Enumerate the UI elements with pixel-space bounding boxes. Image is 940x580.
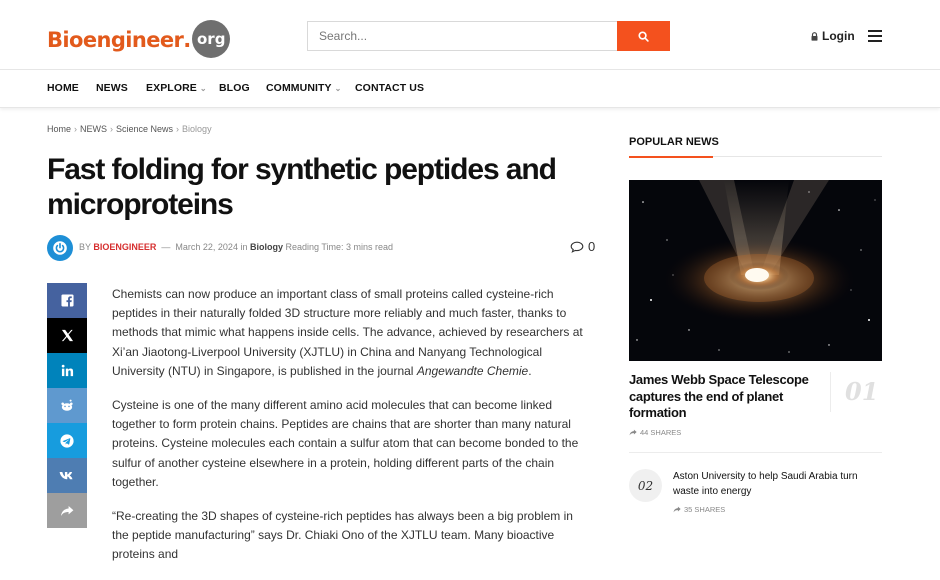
chevron-down-icon: ⌄: [199, 84, 207, 93]
nav-item-news[interactable]: NEWS: [96, 82, 128, 94]
search-input[interactable]: [307, 21, 617, 51]
nebula-image: [629, 180, 882, 361]
breadcrumb-biology[interactable]: Biology: [182, 124, 212, 134]
author-avatar[interactable]: [47, 235, 73, 261]
nav-item-community[interactable]: COMMUNITY ⌄: [266, 82, 342, 94]
breadcrumb-news[interactable]: NEWS: [80, 124, 108, 134]
search-form: [307, 21, 670, 51]
vk-icon: [59, 471, 75, 481]
featured-news-shares: 44 SHARES: [629, 428, 681, 437]
share-icon: [673, 506, 681, 513]
telegram-icon: [60, 434, 74, 448]
share-linkedin-button[interactable]: [47, 353, 87, 388]
share-more-button[interactable]: [47, 493, 87, 528]
nav-item-blog[interactable]: BLOG: [219, 82, 250, 94]
lock-icon: [811, 32, 818, 41]
search-icon: [638, 31, 649, 42]
article-meta: [79, 242, 393, 252]
news-rank-badge: 02: [629, 469, 662, 502]
chevron-down-icon: ⌄: [334, 84, 342, 93]
breadcrumb: Home › NEWS › Science News › Biology: [47, 124, 212, 134]
share-icon: [629, 429, 637, 436]
comment-icon: [570, 241, 584, 253]
heading-accent: [629, 156, 713, 158]
in-label: in: [240, 242, 248, 252]
author-link[interactable]: BIOENGINEER: [93, 242, 157, 252]
comment-count: 0: [588, 239, 596, 254]
menu-icon[interactable]: [868, 30, 882, 42]
popular-news-heading: POPULAR NEWS: [629, 136, 719, 148]
logo-text: Bioengineer: [47, 28, 184, 52]
article-title: Fast folding for synthetic peptides and microproteins: [47, 153, 556, 221]
main-nav: [0, 70, 940, 108]
article-date: March 22, 2024: [175, 242, 238, 252]
share-x-button[interactable]: [47, 318, 87, 353]
nav-item-home[interactable]: HOME: [47, 82, 79, 94]
share-telegram-button[interactable]: [47, 423, 87, 458]
share-facebook-button[interactable]: [47, 283, 87, 318]
comments-link[interactable]: [570, 239, 595, 254]
meta-dash: —: [161, 242, 171, 252]
article-body: [112, 285, 588, 580]
popular-news-item-shares: 35 SHARES: [673, 505, 725, 514]
by-label: BY: [79, 242, 91, 252]
featured-news-title[interactable]: James Webb Space Telescope captures the end of planet formation: [629, 372, 809, 420]
item-divider: [629, 452, 882, 453]
breadcrumb-home[interactable]: Home: [47, 124, 72, 134]
featured-news-rank: 01: [830, 372, 882, 412]
share-reddit-button[interactable]: [47, 388, 87, 423]
site-header: [0, 0, 940, 70]
facebook-icon: [61, 294, 74, 307]
logo-dot: .: [183, 28, 192, 52]
login-label: Login: [822, 29, 855, 43]
logo-badge: org: [192, 20, 230, 58]
popular-news-item-title[interactable]: Aston University to help Saudi Arabia turn waste into energy: [673, 471, 858, 497]
article-paragraph: Cysteine is one of the many different amino acid molecules that can become linked together to form protein chains. Peptides are chains that are shorter than many natural proteins. Cysteine molecules each contain a sulfur atom that can become bonded to the sulfur of another cysteine elsewhere in a protein, holding different parts of the chain together.: [112, 398, 579, 489]
share-icon: [60, 505, 74, 517]
breadcrumb-science-news[interactable]: Science News: [116, 124, 174, 134]
article-paragraph: Chemists can now produce an important class of small proteins called cysteine-rich peptides in their naturally folded 3D structure more reliably and much faster, thanks to methods that mimic what happens inside cells. The advance, achieved by researchers at Xi’an Jiaotong-Liverpool University (XJTLU) in China and Nanyang Technological University (NTU) in Singapore, is published in the journal Angewandte Chemie.: [112, 287, 583, 378]
article-paragraph: “Re-creating the 3D shapes of cysteine-rich peptides has always been a big problem in the peptide manufacturing” says Dr. Chiaki Ono of the XJTLU team. Many bioactive proteins and: [112, 509, 573, 562]
featured-news-image[interactable]: [629, 180, 882, 361]
x-twitter-icon: [61, 329, 74, 342]
reddit-icon: [60, 399, 74, 412]
share-bar: [47, 283, 87, 528]
reading-time: Reading Time: 3 mins read: [285, 242, 394, 252]
search-button[interactable]: [617, 21, 670, 51]
nav-item-contact-us[interactable]: CONTACT US: [355, 82, 425, 94]
nav-item-explore[interactable]: EXPLORE ⌄: [146, 82, 207, 94]
category-link[interactable]: Biology: [250, 242, 283, 252]
share-vk-button[interactable]: [47, 458, 87, 493]
power-icon: [52, 240, 68, 256]
login-link[interactable]: [811, 29, 855, 43]
site-logo[interactable]: [47, 22, 230, 58]
linkedin-icon: [61, 364, 74, 377]
